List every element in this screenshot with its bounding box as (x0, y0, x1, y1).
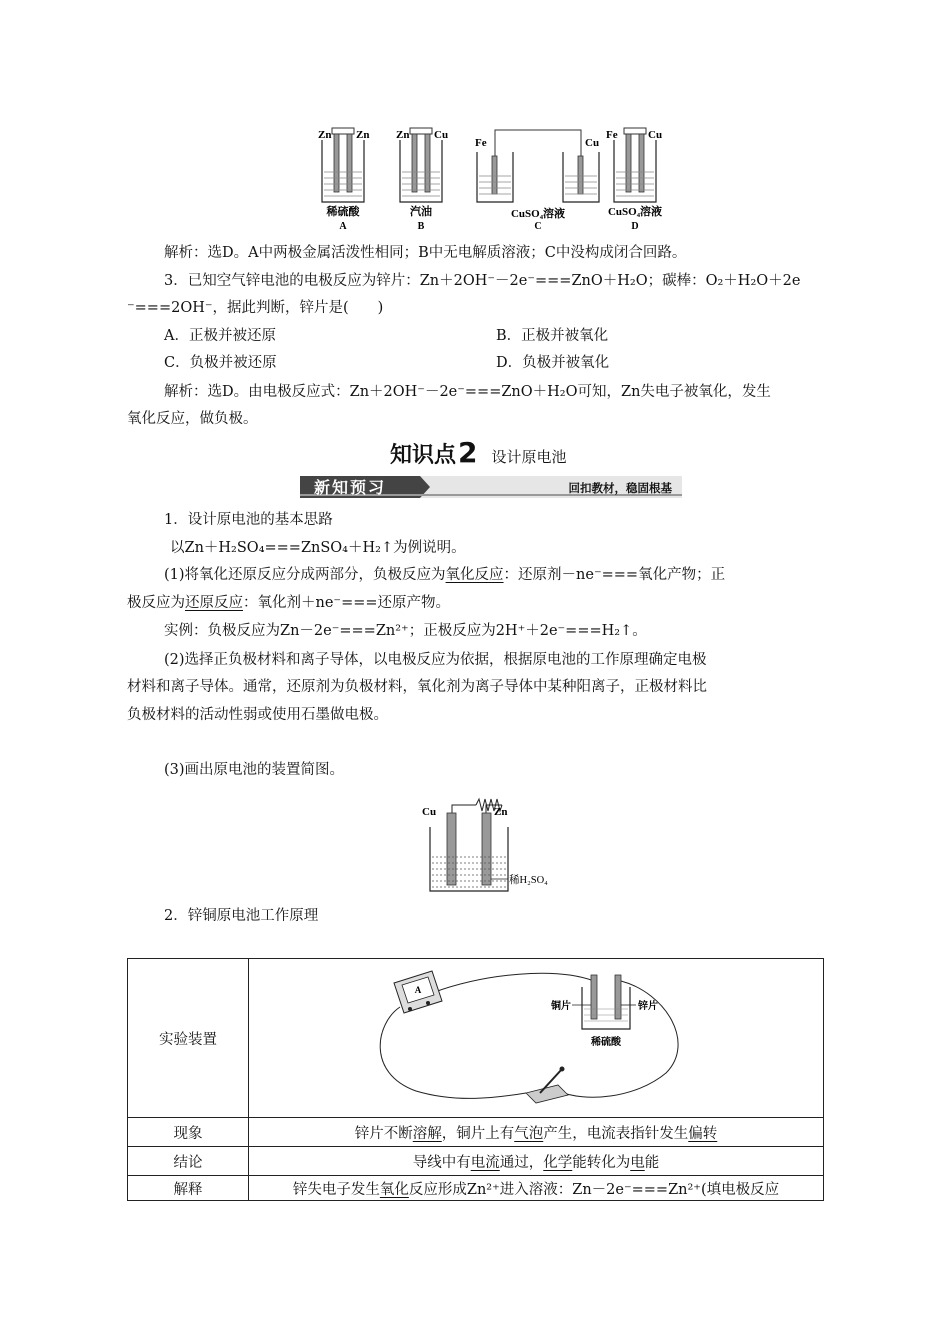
q3-option-d: D．负极并被氧化 (496, 355, 610, 371)
table-row (128, 959, 824, 1118)
letter: B (417, 221, 425, 232)
solution-label: 汽油 (410, 206, 432, 218)
conclusion-cell: 导线中有电流通过，化学能转化为电能 (249, 1147, 824, 1176)
row-label-conclusion: 结论 (128, 1147, 249, 1176)
q3-option-b: B．正极并被氧化 (496, 328, 609, 344)
label-right: Zn (356, 129, 370, 141)
explanation-cell: 锌失电子发生氧化反应形成Zn²⁺进入溶液：Zn－2e⁻===Zn²⁺(填电极反应 (249, 1176, 824, 1201)
part1-p2-line1: (2)选择正负极材料和离子导体，以电极反应为依据，根据原电池的工作原理确定电极 (164, 652, 707, 668)
simple-cell-figure (420, 787, 570, 897)
beaker-b (396, 128, 448, 232)
label-left: Zn (396, 129, 410, 141)
q2-analysis: 解析：选D。A中两极金属活泼性相同；B中无电解质溶液；C中没构成闭合回路。 (164, 245, 687, 261)
row-label-apparatus: 实验装置 (128, 959, 249, 1118)
zinc-copper-cell-table (127, 958, 824, 1201)
label-copper-plate: 铜片 (551, 1001, 571, 1012)
label-right: Cu (585, 137, 600, 149)
phenomenon-cell: 锌片不断溶解，铜片上有气泡产生，电流表指针发生偏转 (249, 1118, 824, 1147)
label-left: Zn (318, 129, 332, 141)
part1-heading: 1．设计原电池的基本思路 (164, 512, 333, 528)
underline-reduction: 还原反应 (185, 595, 243, 611)
part1-p2-line2: 材料和离子导体。通常，还原剂为负极材料，氧化剂为离子导体中某种阳离子，正极材料比 (127, 679, 707, 695)
label-left: Fe (606, 129, 618, 141)
letter: D (631, 221, 639, 232)
beaker-d (606, 128, 662, 232)
label-right: Cu (434, 129, 449, 141)
label-dilute-sulfuric: 稀硫酸 (591, 1037, 621, 1048)
label-right: Cu (648, 129, 663, 141)
row-label-explanation: 解释 (128, 1176, 249, 1201)
table-row (128, 1147, 824, 1176)
q3-stem-line2: ⁻===2OH⁻，据此判断，锌片是( ) (127, 300, 384, 316)
q3-option-a: A．正极并被还原 (164, 328, 276, 344)
banner-left-text: 新知预习 (314, 480, 387, 497)
part1-p1-line1: (1)将氧化还原反应分成两部分，负极反应为氧化反应：还原剂－ne⁻===氧化产物；正 (164, 567, 726, 583)
apparatus-figure-cell (249, 959, 824, 1118)
solution-label: 稀硫酸 (326, 206, 360, 218)
letter: A (339, 221, 347, 232)
label-zn: Zn (494, 806, 508, 818)
section-number: 2 (458, 436, 478, 469)
label-zinc-plate: 锌片 (638, 1001, 658, 1012)
four-beakers-figure (310, 126, 670, 232)
beaker (550, 975, 658, 1048)
solution-label: CuSO₄溶液 (510, 208, 566, 220)
new-knowledge-banner (300, 476, 682, 498)
ammeter (394, 971, 442, 1013)
q3-stem-line1: 3．已知空气锌电池的电极反应为锌片：Zn＋2OH⁻－2e⁻===ZnO＋H₂O；碳棒：O₂＋H₂O＋2e (164, 273, 801, 289)
solution-label: CuSO₄溶液 (607, 206, 663, 218)
q3-analysis-line2: 氧化反应，做负极。 (127, 411, 258, 427)
apparatus-figure (336, 963, 736, 1113)
table-row (128, 1118, 824, 1147)
label-dilute-h2so4: 稀H₂SO₄ (509, 875, 548, 886)
banner-right-text: 回扣教材，稳固根基 (568, 483, 672, 495)
q3-option-c: C．负极并被还原 (164, 355, 277, 371)
label-cu: Cu (422, 806, 437, 818)
section-title: 知识点 (390, 443, 457, 468)
part1-p3: (3)画出原电池的装置简图。 (164, 762, 345, 778)
table-row (128, 1176, 824, 1201)
row-label-phenomenon: 现象 (128, 1118, 249, 1147)
q3-analysis-line1: 解析：选D。由电极反应式：Zn＋2OH⁻－2e⁻===ZnO＋H₂O可知，Zn失电子被氧化，发生 (164, 384, 771, 400)
letter: C (534, 221, 542, 232)
part1-p1-line2: 极反应为还原反应：氧化剂＋ne⁻===还原产物。 (127, 595, 451, 611)
label-left: Fe (475, 137, 487, 149)
part1-example: 实例：负极反应为Zn－2e⁻===Zn²⁺；正极反应为2H⁺＋2e⁻===H₂↑。 (164, 623, 647, 639)
beaker-c (475, 130, 599, 232)
ammeter-label: A (414, 985, 422, 995)
part2-heading: 2．锌铜原电池工作原理 (164, 908, 319, 924)
section-subtitle: 设计原电池 (491, 448, 567, 466)
underline-oxidation: 氧化反应 (445, 567, 504, 583)
switch (526, 1067, 568, 1104)
part1-intro: 以Zn＋H₂SO₄===ZnSO₄＋H₂↑为例说明。 (170, 540, 466, 556)
part1-p2-line3: 负极材料的活动性弱或使用石墨做电极。 (127, 707, 388, 723)
section-heading (390, 436, 567, 469)
beaker-a (318, 128, 369, 232)
